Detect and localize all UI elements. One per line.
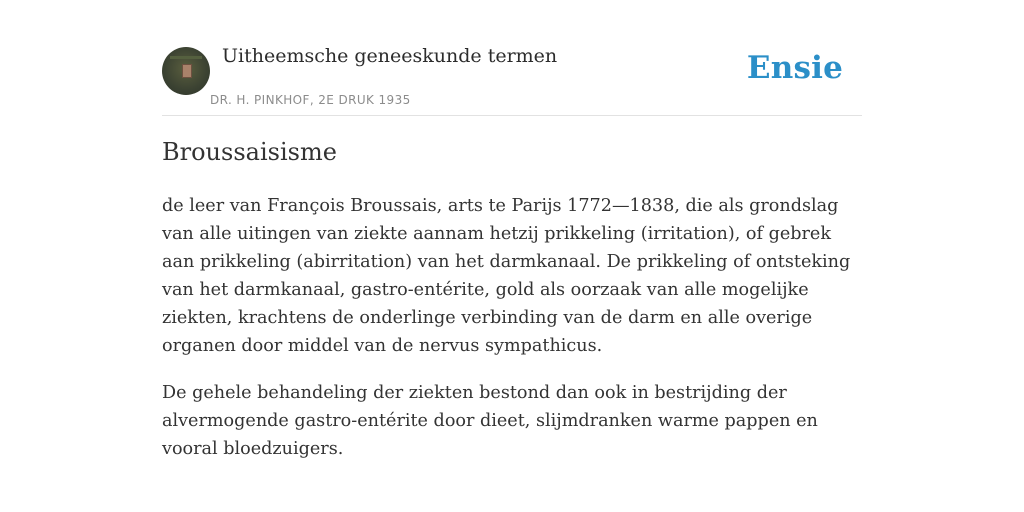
page-header bbox=[162, 0, 862, 116]
cover-band bbox=[170, 56, 202, 59]
book-title[interactable]: Uitheemsche geneeskunde termen bbox=[222, 45, 558, 67]
book-author: DR. H. PINKHOF, 2E DRUK 1935 bbox=[210, 93, 411, 107]
entry-headword: Broussaisisme bbox=[162, 138, 337, 166]
book-cover-icon[interactable] bbox=[162, 47, 210, 95]
cover-emblem bbox=[182, 64, 192, 78]
entry-paragraph: De gehele behandeling der ziekten bestond dan ook in bestrijding der alvermogende gastro-entérite door dieet, slijmdranken warme pappen en vooral bloedzuigers. bbox=[162, 383, 818, 459]
ensie-logo[interactable]: Ensie bbox=[746, 50, 843, 86]
entry-paragraph: de leer van François Broussais, arts te Parijs 1772—1838, die als grondslag van alle uitingen van ziekte aannam hetzij prikkeling (irritation), of gebrek aan prikkeling (abirritation) van het darmkanaal. De prikkeling of ontsteking van het darmkanaal, gastro-entérite, gold als oorzaak van alle mogelijke ziekten, krachtens de onderlinge verbinding van de darm en alle overige organen door middel van de nervus sympathicus. bbox=[162, 196, 851, 356]
page-content bbox=[162, 0, 862, 512]
